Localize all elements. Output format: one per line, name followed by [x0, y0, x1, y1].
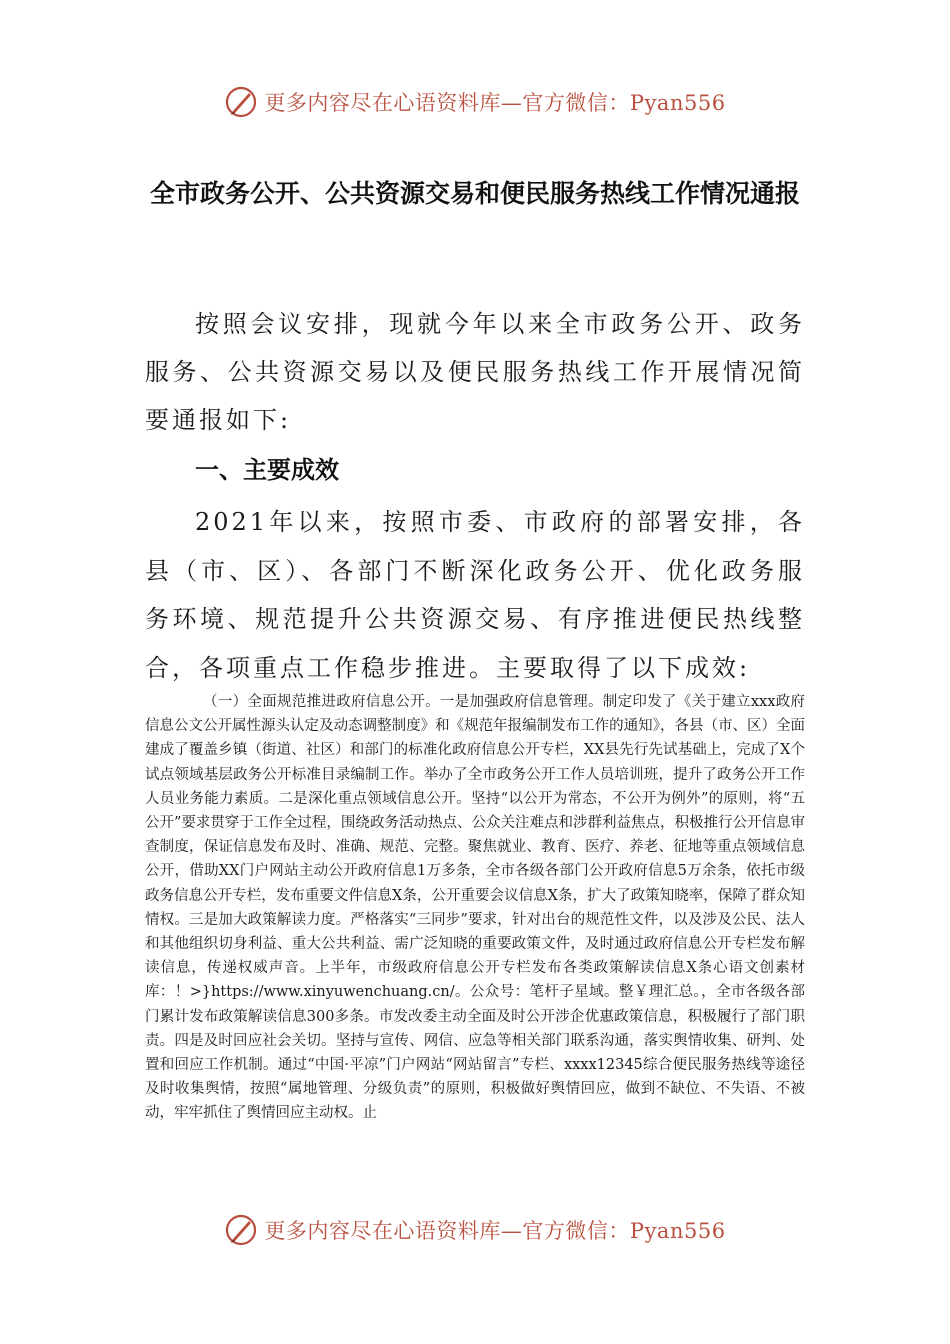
watermark-text: 更多内容尽在心语资料库—官方微信：Pyan556	[264, 91, 726, 115]
pen-logo-icon	[224, 1213, 258, 1247]
header-watermark-banner	[0, 82, 950, 122]
section-heading: 一、主要成效	[195, 456, 339, 484]
footer-watermark-banner	[0, 1210, 950, 1250]
document-title: 全市政务公开、公共资源交易和便民服务热线工作情况通报	[149, 179, 800, 208]
intro-paragraph: 按照会议安排，现就今年以来全市政务公开、政务服务、公共资源交易以及便民服务热线工作开展情况简要通报如下:	[145, 310, 805, 434]
watermark-text: 更多内容尽在心语资料库—官方微信：Pyan556	[264, 1219, 726, 1243]
detail-paragraph: （一）全面规范推进政府信息公开。一是加强政府信息管理。制定印发了《关于建立xxx政府信息公文公开属性源头认定及动态调整制度》和《规范年报编制发布工作的通知》，各县（市、区）全面建成了覆盖乡镇（街道、社区）和部门的标准化政府信息公开专栏，XX县先行先试基础上，完成了X个试点领域基层政务公开标准目录编制工作。举办了全市政务公开工作人员培训班，提升了政务公开工作人员业务能力素质。二是深化重点领域信息公开。坚持“以公开为常态，不公开为例外”的原则，将“五公开”要求贯穿于工作全过程，围绕政务活动热点、公众关注难点和涉群利益焦点，积极推行公开信息审查制度，保证信息发布及时、准确、规范、完整。聚焦就业、教育、医疗、养老、征地等重点领域信息公开，借助XX门户网站主动公开政府信息1万多条，全市各级各部门公开政府信息5万余条，依托市级政务信息公开专栏，发布重要文件信息X条，公开重要会议信息X条，扩大了政策知晓率，保障了群众知情权。三是加大政策解读力度。严格落实“三同步”要求，针对出台的规范性文件，以及涉及公民、法人和其他组织切身利益、重大公共利益、需广泛知晓的重要政策文件，及时通过政府信息公开专栏发布解读信息，传递权威声音。上半年，市级政府信息公开专栏发布各类政策解读信息X条心语文创素材库：！>}https://www.xinyuwenchuang.cn/。公众号：笔杆子星域。整￥理汇总。，全市各级各部门累计发布政策解读信息300多条。市发改委主动全面及时公开涉企优惠政策信息，积极履行了部门职责。四是及时回应社会关切。坚持与宣传、网信、应急等相关部门联系沟通，落实舆情收集、研判、处置和回应工作机制。通过“中国·平凉”门户网站“网站留言”专栏、xxxx12345综合便民服务热线等途径及时收集舆情，按照“属地管理、分级负责”的原则，积极做好舆情回应，做到不缺位、不失语、不被动，牢牢抓住了舆情回应主动权。止	[145, 694, 805, 1122]
summary-paragraph: 2021年以来，按照市委、市政府的部署安排，各县（市、区）、各部门不断深化政务公开、优化政务服务环境、规范提升公共资源交易、有序推进便民热线整合，各项重点工作稳步推进。主要取得了以下成效:	[145, 508, 805, 682]
pen-logo-icon	[224, 85, 258, 119]
